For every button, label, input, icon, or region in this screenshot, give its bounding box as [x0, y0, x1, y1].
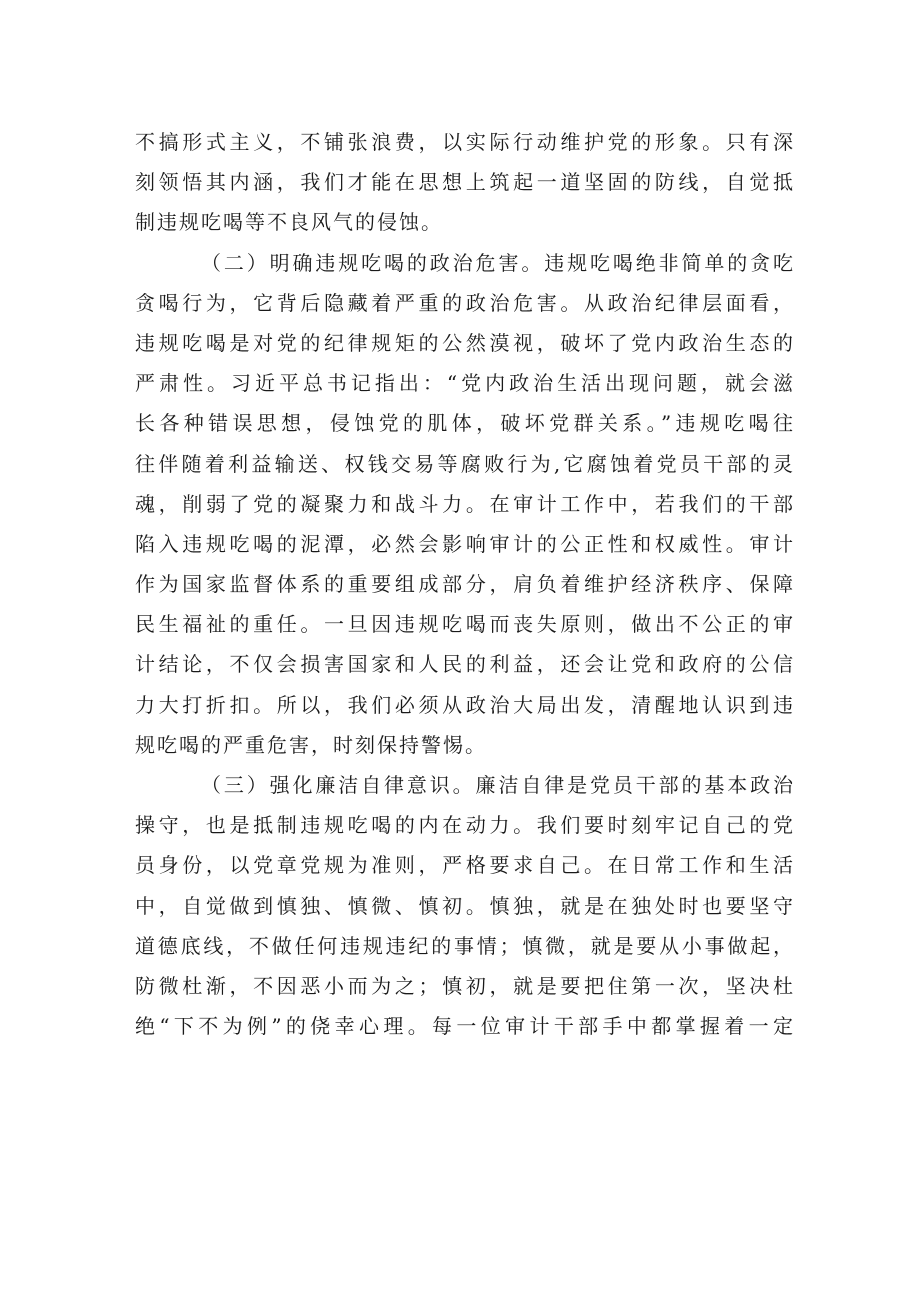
text-line: 作为国家监督体系的重要组成部分，肩负着维护经济秩序、保障 — [135, 572, 795, 597]
text-line: 贪喝行为，它背后隐藏着严重的政治危害。从政治纪律层面看， — [135, 290, 795, 315]
text-line: 员身份，以党章党规为准则，严格要求自己。在日常工作和生活 — [135, 853, 795, 878]
text-line: 道德底线，不做任何违规违纪的事情；慎微，就是要从小事做起， — [135, 933, 795, 958]
text-line: 计结论，不仅会损害国家和人民的利益，还会让党和政府的公信 — [135, 652, 795, 677]
text-line: 不搞形式主义，不铺张浪费，以实际行动维护党的形象。只有深 — [135, 130, 795, 154]
text-line: 制违规吃喝等不良风气的侵蚀。 — [135, 210, 443, 235]
text-line: 长各种错误思想，侵蚀党的肌体，破坏党群关系。”违规吃喝往 — [135, 411, 795, 436]
text-line: 陷入违规吃喝的泥潭，必然会影响审计的公正性和权威性。审计 — [135, 531, 795, 556]
text-line: 防微杜渐，不因恶小而为之；慎初，就是要把住第一次，坚决杜 — [135, 973, 795, 998]
text-line: 中，自觉做到慎独、慎微、慎初。慎独，就是在独处时也要坚守 — [135, 893, 795, 918]
text-line: 操守，也是抵制违规吃喝的内在动力。我们要时刻牢记自己的党 — [135, 813, 795, 838]
text-line: 严肃性。习近平总书记指出：“党内政治生活出现问题，就会滋 — [135, 371, 795, 396]
text-line: 魂，削弱了党的凝聚力和战斗力。在审计工作中，若我们的干部 — [135, 491, 795, 516]
text-line: 力大打折扣。所以，我们必须从政治大局出发，清醒地认识到违 — [135, 692, 795, 717]
text-line: 绝“下不为例”的侥幸心理。每一位审计干部手中都掌握着一定 — [135, 1014, 795, 1039]
body-text — [135, 122, 795, 1046]
section-heading-line: （二）明确违规吃喝的政治危害。违规吃喝绝非简单的贪吃 — [201, 250, 795, 275]
text-line: 违规吃喝是对党的纪律规矩的公然漠视，破坏了党内政治生态的 — [135, 330, 795, 355]
text-line: 规吃喝的严重危害，时刻保持警惕。 — [135, 732, 487, 757]
text-line: 民生福祉的重任。一旦因违规吃喝而丧失原则，做出不公正的审 — [135, 612, 795, 637]
text-line: 往伴随着利益输送、权钱交易等腐败行为,它腐蚀着党员干部的灵 — [135, 451, 795, 476]
section-heading-line: （三）强化廉洁自律意识。廉洁自律是党员干部的基本政治 — [201, 773, 795, 797]
text-line: 刻领悟其内涵，我们才能在思想上筑起一道坚固的防线，自觉抵 — [135, 170, 795, 195]
